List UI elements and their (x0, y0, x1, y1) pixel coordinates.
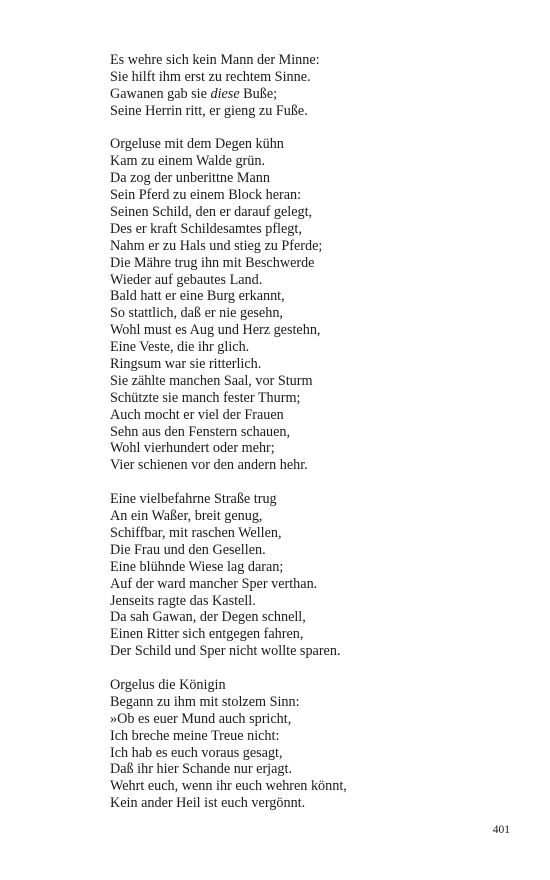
verse-line: Orgeluse mit dem Degen kühn (110, 136, 284, 153)
verse-line: Seine Herrin ritt, er gieng zu Fuße. (110, 102, 308, 119)
verse-line: So stattlich, daß er nie gesehn, (110, 305, 283, 322)
verse-line: Die Frau und den Gesellen. (110, 541, 266, 558)
verse-line: Sie hilft ihm erst zu rechtem Sinne. (110, 68, 311, 85)
verse-line: Wohl vierhundert oder mehr; (110, 440, 275, 457)
verse-line: Die Mähre trug ihn mit Beschwerde (110, 254, 315, 271)
verse-line: Wohl must es Aug und Herz gestehn, (110, 322, 321, 339)
verse-line (110, 86, 510, 103)
verse-line: Nahm er zu Hals und stieg zu Pferde; (110, 237, 323, 254)
verse-line: Da zog der unberittne Mann (110, 170, 270, 187)
verse-line: Daß ihr hier Schande nur erjagt. (110, 761, 293, 778)
verse-line: Der Schild und Sper nicht wollte sparen. (110, 643, 341, 660)
verse-line: Es wehre sich kein Mann der Minne: (110, 52, 320, 68)
verse-line: Ringsum war sie ritterlich. (110, 356, 262, 373)
verse-line: Schiffbar, mit raschen Wellen, (110, 524, 282, 541)
verse-line: Sie zählte manchen Saal, vor Sturm (110, 372, 313, 389)
verse-line: Kein ander Heil ist euch vergönnt. (110, 795, 306, 812)
verse-line: Begann zu ihm mit stolzem Sinn: (110, 693, 300, 710)
verse-line: Orgelus die Königin (110, 676, 226, 693)
verse-line: Schützte sie manch fester Thurm; (110, 389, 301, 406)
verse-line: Des er kraft Schildesamtes pflegt, (110, 220, 302, 237)
stanza (110, 52, 510, 120)
stanza (110, 491, 510, 660)
verse-line: Kam zu einem Walde grün. (110, 153, 266, 170)
verse-line: Wieder auf gebautes Land. (110, 271, 263, 288)
verse-line: Seinen Schild, den er darauf gelegt, (110, 204, 313, 221)
verse-line: Bald hatt er eine Burg erkannt, (110, 288, 285, 305)
verse-line: Eine Veste, die ihr glich. (110, 339, 250, 356)
verse-text: Buße; (239, 85, 278, 102)
verse-text: Gawanen gab sie (110, 85, 211, 102)
stanza (110, 136, 510, 474)
verse-line: Sein Pferd zu einem Block heran: (110, 187, 302, 204)
verse-line: An ein Waßer, breit genug, (110, 508, 263, 525)
verse-line: Jenseits ragte das Kastell. (110, 592, 256, 609)
stanza (110, 677, 510, 812)
verse-line: Wehrt euch, wenn ihr euch wehren könnt, (110, 778, 347, 795)
verse-line: Sehn aus den Fenstern schauen, (110, 423, 291, 440)
poem-text (110, 52, 510, 829)
verse-line: Eine vielbefahrne Straße trug (110, 491, 277, 508)
verse-line: Da sah Gawan, der Degen schnell, (110, 609, 306, 626)
verse-line: Vier schienen vor den andern hehr. (110, 457, 308, 474)
verse-line: Ich breche meine Treue nicht: (110, 727, 280, 744)
page-number: 401 (492, 824, 510, 836)
emphasized-word: diese (210, 85, 240, 102)
verse-line: Auch mocht er viel der Frauen (110, 406, 284, 423)
verse-line: Auf der ward mancher Sper verthan. (110, 575, 318, 592)
verse-line: »Ob es euer Mund auch spricht, (110, 710, 292, 727)
verse-line: Einen Ritter sich entgegen fahren, (110, 626, 304, 643)
verse-line: Ich hab es euch voraus gesagt, (110, 744, 283, 761)
verse-line: Eine blühnde Wiese lag daran; (110, 558, 284, 575)
